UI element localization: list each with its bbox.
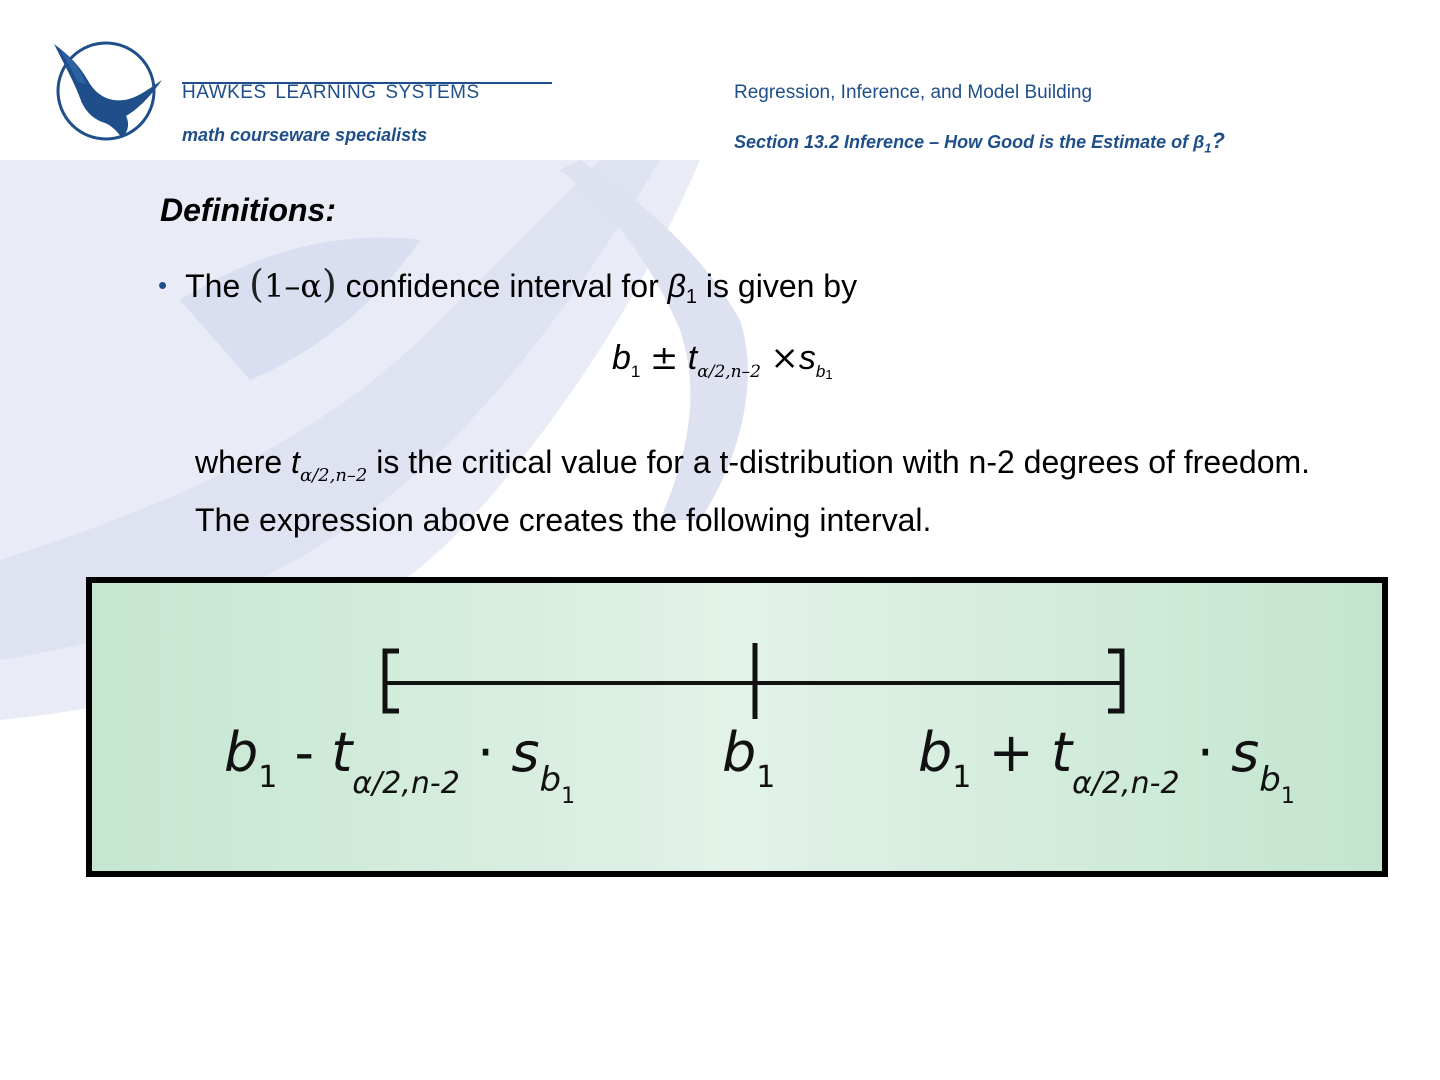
chapter-title: Regression, Inference, and Model Building [734, 82, 1093, 103]
left-s-sub: b [539, 760, 562, 800]
formula-b-sub: 1 [630, 362, 641, 381]
interval-figure [86, 577, 1388, 877]
one-minus-alpha: 1–α [263, 267, 322, 305]
interval-right-label [918, 721, 1295, 809]
left-op: - [277, 721, 332, 784]
where-rest: is the critical value for a t-distribution with n-2 degrees of freedom. The expression above creates the following interval. [195, 444, 1311, 538]
beta-symbol: β [667, 268, 686, 304]
center-b: b [722, 721, 757, 784]
bullet-text-after: is given by [697, 268, 858, 304]
formula-s-sub-sub: 1 [825, 367, 833, 382]
right-dot: · [1179, 721, 1232, 784]
right-b-sub: 1 [952, 760, 972, 795]
bullet-text-before: The [185, 268, 250, 304]
definitions-heading: Definitions: [160, 192, 336, 228]
brand-tagline: math courseware specialists [182, 125, 428, 145]
formula-t-sub: α/2,n–2 [697, 362, 761, 382]
formula-s-sub: b [815, 362, 826, 381]
hawk-logo-icon [50, 36, 165, 148]
bullet-dot-icon: • [158, 270, 168, 300]
section-title [734, 128, 1225, 156]
right-op: + [971, 721, 1051, 784]
left-b-sub: 1 [258, 760, 278, 795]
formula-s: s [798, 339, 816, 377]
right-s-sub-sub: 1 [1280, 784, 1295, 809]
left-s-sub-sub: 1 [561, 784, 576, 809]
right-t: t [1050, 721, 1073, 784]
left-t: t [331, 721, 353, 784]
interval-center-label [722, 721, 775, 795]
where-t-sub: α/2,n–2 [299, 465, 368, 486]
bullet-item [158, 262, 857, 309]
bullet-text-middle: confidence interval for [336, 268, 668, 304]
section-title-suffix: ? [1211, 128, 1225, 153]
where-paragraph [195, 440, 1315, 542]
where-t: t [291, 444, 300, 480]
section-title-text: Section 13.2 Inference – How Good is the Estimate of β [734, 132, 1205, 152]
interval-left-label [224, 721, 575, 809]
right-s: s [1231, 721, 1260, 784]
formula-b: b [612, 339, 631, 377]
where-lead: where [195, 444, 292, 480]
left-b: b [224, 721, 259, 784]
brand-name: HAWKES LEARNING SYSTEMS [182, 82, 480, 103]
paren-open: ( [249, 262, 264, 306]
beta-subscript: 1 [685, 286, 698, 308]
left-t-sub: α/2,n-2 [352, 766, 460, 801]
right-s-sub: b [1259, 760, 1281, 800]
right-b: b [918, 721, 953, 784]
left-dot: · [459, 721, 512, 784]
formula-times: × [770, 338, 799, 378]
center-b-sub: 1 [756, 760, 776, 795]
formula-t: t [687, 339, 698, 377]
right-t-sub: α/2,n-2 [1072, 766, 1180, 801]
section-title-sub: 1 [1204, 140, 1212, 156]
left-s: s [511, 721, 540, 784]
formula-pm: ± [649, 338, 679, 378]
confidence-interval-formula [612, 338, 833, 382]
paren-close: ) [321, 262, 337, 306]
